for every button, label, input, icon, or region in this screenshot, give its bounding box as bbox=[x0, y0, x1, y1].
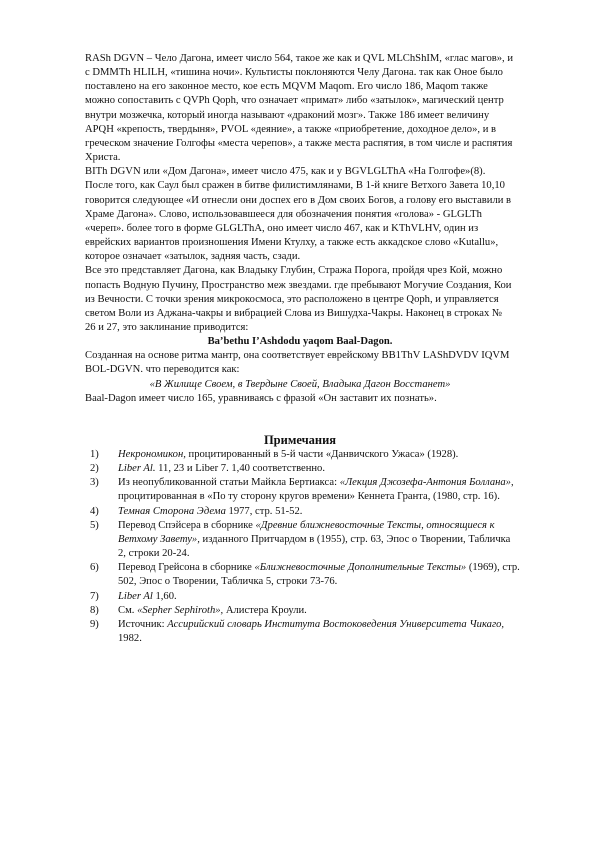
note-italic-title: «Древние ближневосточные Тексты, относящиеся к Ветхому Завету», bbox=[118, 519, 495, 545]
note-text: Источник: bbox=[118, 618, 168, 630]
note-item bbox=[90, 462, 520, 476]
note-number: 3) bbox=[90, 477, 99, 489]
note-text: 11, 23 и Liber 7. 1,40 соответственно. bbox=[155, 463, 326, 475]
note-number: 4) bbox=[90, 505, 99, 517]
note-item bbox=[90, 505, 520, 519]
note-text: Перевод Грейсона в сборнике bbox=[118, 562, 255, 574]
note-text: 1,60. bbox=[152, 590, 177, 602]
note-number: 8) bbox=[90, 604, 99, 616]
note-item bbox=[90, 448, 520, 462]
note-italic-title: Ассирийский словарь Института Востоковедения Университета Чикаго, bbox=[167, 618, 505, 630]
paragraph-rash-dgvn: RASh DGVN – Чело Дагона, имеет число 564, такое же как и QVL MLChShIM, «глас магов», и с DMMTh HLILH, «тишина ночи». Культисты поклоняются Челу Дагона. так как Оное было поставлено на его законное место, кое есть MQVM Maqom. Его число 186, Maqom также можно сопоставить с QVPh Qoph, что означает «примат» либо «затылок», магический центр внутри мозжечка, который иногда называют «драконий мозг». Также 186 имеет величину APQH «крепость, твердыня», PVOL «деяние», а также «приобретение, доходное дело», и в греческом значение Голгофы «места черепов», а также места распятия, в том числе и распятия Христа. bbox=[85, 53, 514, 164]
note-text: (1969), стр. 502, Эпос о Творении, Табличка 5, строки 73-76. bbox=[118, 562, 520, 588]
note-text: Из неопубликованной статьи Майкла Бертиакса: bbox=[118, 477, 340, 489]
note-number: 2) bbox=[90, 463, 99, 475]
closing-paragraph: Baal-Dagon имеет число 165, уравниваясь с фразой «Он заставит их познать». bbox=[85, 392, 437, 404]
note-italic-title: «Sepher Sephiroth», bbox=[137, 604, 224, 616]
note-text: Алистера Кроули. bbox=[223, 604, 307, 616]
note-text: 1982. bbox=[118, 633, 142, 645]
note-italic-title: «Ближневосточные Дополнительные Тексты» bbox=[254, 562, 467, 574]
invocation-translation: «В Жилище Своем, в Твердыне Своей, Владыка Дагон Восстанет» bbox=[149, 378, 451, 390]
note-italic-title: Некрономикон, bbox=[118, 449, 186, 460]
paragraph-dagon-lord-of-depths: Все это представляет Дагона, как Владыку Глубин, Стража Порога, пройдя чрез Кой, можно попасть Водную Пучину, Пространство меж звездами. где пребывают Могучие Создания, Кои из Вечности. С точки зрения микрокосмоса, это расположено в центре Qoph, и управляется светом Воли из Аджана-чакры и вибрацией Слова из Вишудха-Чакры. Наконец в строках № 26 и 27, это заклинание приводится: bbox=[85, 265, 512, 333]
note-number: 6) bbox=[90, 562, 99, 574]
paragraph-bith-dgvn: BITh DGVN или «Дом Дагона», имеет число 475, как и у BGVLGLThA «На Голгофе»(8). После того, как Саул был сражен в битве филистимлянами, В 1-й книге Ветхого Завета 10,10 говорится следующее «И отнесли они доспех его в Дом своих Богов, а голову его выставили в Храме Дагона». Слово, использовавшееся для обозначения понятия «голова» - GLGLTh «череп». более того в форме GLGLThA, оно имеет число 467, как и KThVLHV, один из еврейских вариантов произношения Имени Ктулху, а также есть аккадское слово «Kutallu», которое означает «затылок, задняя часть, сзади. bbox=[85, 166, 512, 263]
note-item bbox=[90, 561, 520, 589]
note-italic-title: «Лекция Джозефа-Антония Боллана» bbox=[339, 477, 511, 489]
notes-list bbox=[90, 448, 520, 646]
note-number: 5) bbox=[90, 519, 99, 531]
note-item bbox=[90, 604, 520, 618]
invocation-text: Созданная на основе ритма мантр, она соответствует еврейскому BB1ThV LAShDVDV IQVM BOL-DGVN. что переводится как: bbox=[85, 350, 510, 376]
main-text-block bbox=[85, 52, 515, 406]
notes-heading: Примечания bbox=[263, 433, 337, 447]
note-item bbox=[90, 519, 520, 561]
note-number: 1) bbox=[90, 449, 99, 460]
note-item bbox=[90, 476, 520, 504]
note-text: Перевод Спэйсера в сборнике bbox=[118, 519, 256, 531]
note-italic-title: Liber Al bbox=[118, 590, 153, 602]
note-text: 1977, стр. 51-52. bbox=[225, 505, 303, 517]
note-text: процитированный в 5-й части «Данвичского Ужаса» (1928). bbox=[185, 449, 459, 460]
note-number: 7) bbox=[90, 590, 99, 602]
invocation-title: Ba’bethu I’Ashdodu yaqom Baal-Dagon. bbox=[207, 336, 393, 348]
note-item bbox=[90, 618, 520, 646]
note-text: , процитированная в «По ту сторону кругов времени» Кеннета Гранта, (1980, стр. 16). bbox=[118, 477, 514, 503]
note-italic-title: Liber Al. bbox=[118, 463, 156, 475]
note-text: См. bbox=[118, 604, 138, 616]
note-item bbox=[90, 590, 520, 604]
note-italic-title: Темная Сторона Эдема bbox=[118, 505, 226, 517]
note-text: изданного Притчардом в (1955), стр. 63, Эпос о Творении, Табличка 2, строки 20-24. bbox=[118, 533, 511, 560]
note-number: 9) bbox=[90, 618, 99, 630]
